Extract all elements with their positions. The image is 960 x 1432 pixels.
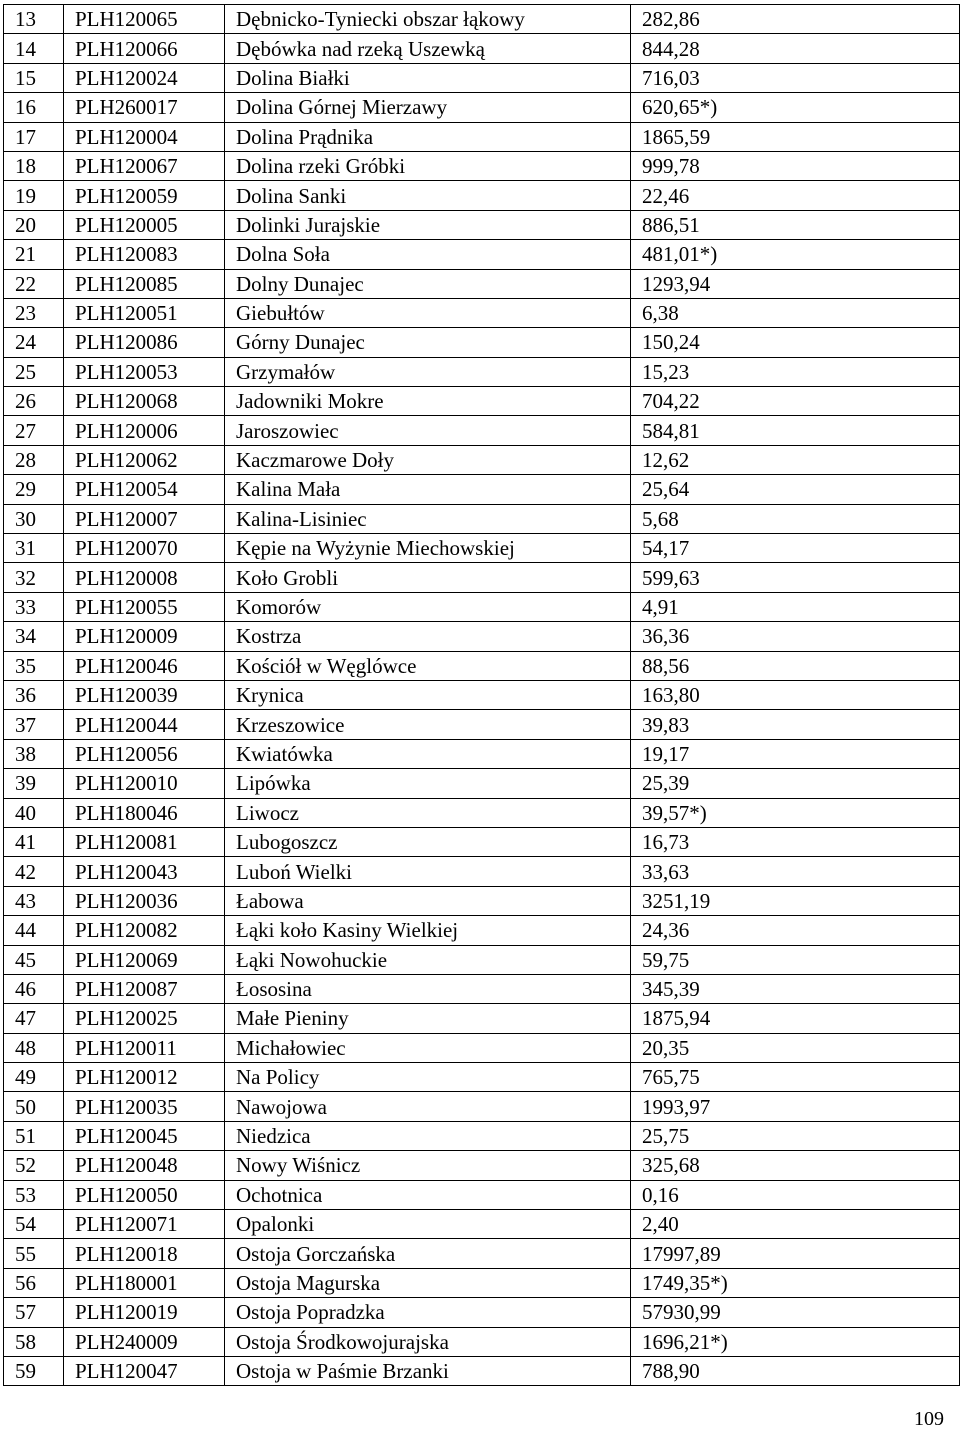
table-row: [4, 328, 960, 357]
row-number-cell: 30: [4, 504, 64, 533]
site-name-cell: Małe Pieniny: [225, 1004, 631, 1033]
site-name-cell: Dolina Białki: [225, 63, 631, 92]
site-name-cell: Jadowniki Mokre: [225, 387, 631, 416]
site-name-cell: Ochotnica: [225, 1180, 631, 1209]
row-number-cell: 47: [4, 1004, 64, 1033]
site-area-cell: 886,51: [631, 210, 960, 239]
site-name-cell: Kaczmarowe Doły: [225, 445, 631, 474]
site-name-cell: Lipówka: [225, 769, 631, 798]
site-area-cell: 57930,99: [631, 1298, 960, 1327]
site-area-cell: 150,24: [631, 328, 960, 357]
site-area-cell: 54,17: [631, 534, 960, 563]
site-code-cell: PLH120066: [64, 34, 225, 63]
site-name-cell: Jaroszowiec: [225, 416, 631, 445]
table-row: [4, 1063, 960, 1092]
site-code-cell: PLH120050: [64, 1180, 225, 1209]
site-name-cell: Dolna Soła: [225, 240, 631, 269]
row-number-cell: 16: [4, 93, 64, 122]
site-area-cell: 22,46: [631, 181, 960, 210]
table-row: [4, 240, 960, 269]
site-area-cell: 1875,94: [631, 1004, 960, 1033]
site-code-cell: PLH120048: [64, 1151, 225, 1180]
site-code-cell: PLH120051: [64, 298, 225, 327]
site-area-cell: 25,64: [631, 475, 960, 504]
site-name-cell: Krynica: [225, 680, 631, 709]
table-row: [4, 122, 960, 151]
table-row: [4, 475, 960, 504]
site-area-cell: 716,03: [631, 63, 960, 92]
row-number-cell: 40: [4, 798, 64, 827]
table-row: [4, 592, 960, 621]
site-name-cell: Kościół w Węglówce: [225, 651, 631, 680]
site-name-cell: Dębówka nad rzeką Uszewką: [225, 34, 631, 63]
table-row: [4, 1327, 960, 1356]
site-area-cell: 12,62: [631, 445, 960, 474]
row-number-cell: 52: [4, 1151, 64, 1180]
row-number-cell: 22: [4, 269, 64, 298]
row-number-cell: 39: [4, 769, 64, 798]
site-code-cell: PLH120056: [64, 739, 225, 768]
site-code-cell: PLH120059: [64, 181, 225, 210]
site-area-cell: 25,75: [631, 1121, 960, 1150]
site-name-cell: Na Policy: [225, 1063, 631, 1092]
row-number-cell: 36: [4, 680, 64, 709]
table-row: [4, 298, 960, 327]
site-name-cell: Górny Dunajec: [225, 328, 631, 357]
site-name-cell: Liwocz: [225, 798, 631, 827]
site-name-cell: Niedzica: [225, 1121, 631, 1150]
table-row: [4, 63, 960, 92]
site-area-cell: 1696,21*): [631, 1327, 960, 1356]
table-row: [4, 1239, 960, 1268]
site-name-cell: Ostoja Popradzka: [225, 1298, 631, 1327]
row-number-cell: 45: [4, 945, 64, 974]
site-name-cell: Dolina Górnej Mierzawy: [225, 93, 631, 122]
site-name-cell: Łąki koło Kasiny Wielkiej: [225, 916, 631, 945]
site-name-cell: Dolina rzeki Gróbki: [225, 151, 631, 180]
natura-sites-table: [3, 4, 960, 1386]
table-row: [4, 210, 960, 239]
site-name-cell: Kalina-Lisiniec: [225, 504, 631, 533]
site-code-cell: PLH120083: [64, 240, 225, 269]
site-name-cell: Kalina Mała: [225, 475, 631, 504]
site-area-cell: 16,73: [631, 827, 960, 856]
site-area-cell: 0,16: [631, 1180, 960, 1209]
site-code-cell: PLH120036: [64, 886, 225, 915]
site-area-cell: 1993,97: [631, 1092, 960, 1121]
table-row: [4, 534, 960, 563]
row-number-cell: 53: [4, 1180, 64, 1209]
site-area-cell: 1865,59: [631, 122, 960, 151]
site-area-cell: 620,65*): [631, 93, 960, 122]
table-row: [4, 1298, 960, 1327]
table-row: [4, 1356, 960, 1385]
row-number-cell: 18: [4, 151, 64, 180]
site-code-cell: PLH120009: [64, 622, 225, 651]
site-area-cell: 345,39: [631, 974, 960, 1003]
site-name-cell: Opalonki: [225, 1210, 631, 1239]
row-number-cell: 17: [4, 122, 64, 151]
site-area-cell: 24,36: [631, 916, 960, 945]
site-code-cell: PLH120070: [64, 534, 225, 563]
row-number-cell: 55: [4, 1239, 64, 1268]
table-row: [4, 710, 960, 739]
site-area-cell: 36,36: [631, 622, 960, 651]
site-code-cell: PLH120012: [64, 1063, 225, 1092]
table-row: [4, 680, 960, 709]
site-area-cell: 39,57*): [631, 798, 960, 827]
row-number-cell: 41: [4, 827, 64, 856]
site-area-cell: 765,75: [631, 1063, 960, 1092]
site-code-cell: PLH120025: [64, 1004, 225, 1033]
site-code-cell: PLH180001: [64, 1268, 225, 1297]
site-area-cell: 1293,94: [631, 269, 960, 298]
table-row: [4, 445, 960, 474]
site-code-cell: PLH120035: [64, 1092, 225, 1121]
table-row: [4, 416, 960, 445]
row-number-cell: 28: [4, 445, 64, 474]
site-area-cell: 3251,19: [631, 886, 960, 915]
table-row: [4, 739, 960, 768]
row-number-cell: 32: [4, 563, 64, 592]
site-name-cell: Ostoja w Paśmie Brzanki: [225, 1356, 631, 1385]
site-area-cell: 25,39: [631, 769, 960, 798]
site-code-cell: PLH120044: [64, 710, 225, 739]
row-number-cell: 35: [4, 651, 64, 680]
site-code-cell: PLH120087: [64, 974, 225, 1003]
site-name-cell: Nowy Wiśnicz: [225, 1151, 631, 1180]
site-code-cell: PLH120085: [64, 269, 225, 298]
table-row: [4, 1268, 960, 1297]
row-number-cell: 20: [4, 210, 64, 239]
site-code-cell: PLH120054: [64, 475, 225, 504]
row-number-cell: 58: [4, 1327, 64, 1356]
site-name-cell: Komorów: [225, 592, 631, 621]
table-row: [4, 357, 960, 386]
site-code-cell: PLH120047: [64, 1356, 225, 1385]
table-row: [4, 974, 960, 1003]
site-name-cell: Dolina Sanki: [225, 181, 631, 210]
row-number-cell: 23: [4, 298, 64, 327]
row-number-cell: 50: [4, 1092, 64, 1121]
site-area-cell: 15,23: [631, 357, 960, 386]
site-code-cell: PLH120018: [64, 1239, 225, 1268]
site-code-cell: PLH120062: [64, 445, 225, 474]
site-area-cell: 39,83: [631, 710, 960, 739]
site-area-cell: 88,56: [631, 651, 960, 680]
site-area-cell: 599,63: [631, 563, 960, 592]
table-row: [4, 916, 960, 945]
table-row: [4, 5, 960, 34]
site-area-cell: 788,90: [631, 1356, 960, 1385]
site-area-cell: 2,40: [631, 1210, 960, 1239]
site-code-cell: PLH120011: [64, 1033, 225, 1062]
site-area-cell: 17997,89: [631, 1239, 960, 1268]
row-number-cell: 27: [4, 416, 64, 445]
row-number-cell: 51: [4, 1121, 64, 1150]
table-row: [4, 622, 960, 651]
site-name-cell: Giebułtów: [225, 298, 631, 327]
site-name-cell: Krzeszowice: [225, 710, 631, 739]
row-number-cell: 46: [4, 974, 64, 1003]
row-number-cell: 48: [4, 1033, 64, 1062]
site-code-cell: PLH120043: [64, 857, 225, 886]
table-row: [4, 886, 960, 915]
site-name-cell: Dolina Prądnika: [225, 122, 631, 151]
site-area-cell: 1749,35*): [631, 1268, 960, 1297]
table-row: [4, 269, 960, 298]
table-row: [4, 827, 960, 856]
row-number-cell: 19: [4, 181, 64, 210]
site-code-cell: PLH120005: [64, 210, 225, 239]
site-name-cell: Ostoja Magurska: [225, 1268, 631, 1297]
site-name-cell: Dolny Dunajec: [225, 269, 631, 298]
table-row: [4, 1121, 960, 1150]
site-area-cell: 282,86: [631, 5, 960, 34]
table-row: [4, 1180, 960, 1209]
site-name-cell: Ostoja Gorczańska: [225, 1239, 631, 1268]
site-name-cell: Kwiatówka: [225, 739, 631, 768]
site-code-cell: PLH120008: [64, 563, 225, 592]
site-area-cell: 5,68: [631, 504, 960, 533]
site-code-cell: PLH120082: [64, 916, 225, 945]
row-number-cell: 24: [4, 328, 64, 357]
table-row: [4, 181, 960, 210]
site-code-cell: PLH180046: [64, 798, 225, 827]
site-code-cell: PLH120081: [64, 827, 225, 856]
table-row: [4, 798, 960, 827]
site-name-cell: Kostrza: [225, 622, 631, 651]
table-row: [4, 769, 960, 798]
row-number-cell: 37: [4, 710, 64, 739]
table-row: [4, 945, 960, 974]
row-number-cell: 26: [4, 387, 64, 416]
site-name-cell: Grzymałów: [225, 357, 631, 386]
row-number-cell: 33: [4, 592, 64, 621]
row-number-cell: 13: [4, 5, 64, 34]
row-number-cell: 14: [4, 34, 64, 63]
site-name-cell: Koło Grobli: [225, 563, 631, 592]
row-number-cell: 21: [4, 240, 64, 269]
table-row: [4, 387, 960, 416]
site-code-cell: PLH120086: [64, 328, 225, 357]
site-code-cell: PLH120067: [64, 151, 225, 180]
site-area-cell: 163,80: [631, 680, 960, 709]
site-code-cell: PLH120019: [64, 1298, 225, 1327]
row-number-cell: 29: [4, 475, 64, 504]
site-name-cell: Łososina: [225, 974, 631, 1003]
table-row: [4, 1004, 960, 1033]
table-row: [4, 34, 960, 63]
site-name-cell: Łąki Nowohuckie: [225, 945, 631, 974]
site-area-cell: 704,22: [631, 387, 960, 416]
site-area-cell: 59,75: [631, 945, 960, 974]
table-row: [4, 1151, 960, 1180]
site-name-cell: Michałowiec: [225, 1033, 631, 1062]
row-number-cell: 34: [4, 622, 64, 651]
site-code-cell: PLH240009: [64, 1327, 225, 1356]
site-name-cell: Dębnicko-Tyniecki obszar łąkowy: [225, 5, 631, 34]
site-name-cell: Dolinki Jurajskie: [225, 210, 631, 239]
table-row: [4, 563, 960, 592]
site-area-cell: 584,81: [631, 416, 960, 445]
table-row: [4, 1210, 960, 1239]
row-number-cell: 25: [4, 357, 64, 386]
row-number-cell: 49: [4, 1063, 64, 1092]
site-area-cell: 4,91: [631, 592, 960, 621]
site-code-cell: PLH120065: [64, 5, 225, 34]
row-number-cell: 44: [4, 916, 64, 945]
page-number: 109: [914, 1408, 944, 1430]
site-area-cell: 481,01*): [631, 240, 960, 269]
table-row: [4, 1033, 960, 1062]
site-code-cell: PLH120007: [64, 504, 225, 533]
table-row: [4, 1092, 960, 1121]
site-area-cell: 33,63: [631, 857, 960, 886]
site-code-cell: PLH120053: [64, 357, 225, 386]
site-code-cell: PLH120010: [64, 769, 225, 798]
row-number-cell: 43: [4, 886, 64, 915]
site-name-cell: Lubogoszcz: [225, 827, 631, 856]
site-area-cell: 19,17: [631, 739, 960, 768]
site-code-cell: PLH120039: [64, 680, 225, 709]
row-number-cell: 31: [4, 534, 64, 563]
site-code-cell: PLH120045: [64, 1121, 225, 1150]
table-row: [4, 857, 960, 886]
row-number-cell: 57: [4, 1298, 64, 1327]
site-code-cell: PLH120006: [64, 416, 225, 445]
site-code-cell: PLH120055: [64, 592, 225, 621]
site-area-cell: 325,68: [631, 1151, 960, 1180]
table-row: [4, 151, 960, 180]
site-code-cell: PLH120024: [64, 63, 225, 92]
site-code-cell: PLH120068: [64, 387, 225, 416]
row-number-cell: 54: [4, 1210, 64, 1239]
table-body: [4, 5, 960, 1386]
site-code-cell: PLH120069: [64, 945, 225, 974]
row-number-cell: 15: [4, 63, 64, 92]
site-area-cell: 844,28: [631, 34, 960, 63]
table-row: [4, 504, 960, 533]
site-code-cell: PLH120071: [64, 1210, 225, 1239]
row-number-cell: 38: [4, 739, 64, 768]
site-area-cell: 20,35: [631, 1033, 960, 1062]
site-code-cell: PLH120046: [64, 651, 225, 680]
table-row: [4, 93, 960, 122]
site-code-cell: PLH260017: [64, 93, 225, 122]
table-row: [4, 651, 960, 680]
row-number-cell: 42: [4, 857, 64, 886]
site-area-cell: 999,78: [631, 151, 960, 180]
row-number-cell: 56: [4, 1268, 64, 1297]
site-name-cell: Nawojowa: [225, 1092, 631, 1121]
site-name-cell: Kępie na Wyżynie Miechowskiej: [225, 534, 631, 563]
site-code-cell: PLH120004: [64, 122, 225, 151]
site-area-cell: 6,38: [631, 298, 960, 327]
site-name-cell: Łabowa: [225, 886, 631, 915]
site-name-cell: Ostoja Środkowojurajska: [225, 1327, 631, 1356]
site-name-cell: Luboń Wielki: [225, 857, 631, 886]
row-number-cell: 59: [4, 1356, 64, 1385]
